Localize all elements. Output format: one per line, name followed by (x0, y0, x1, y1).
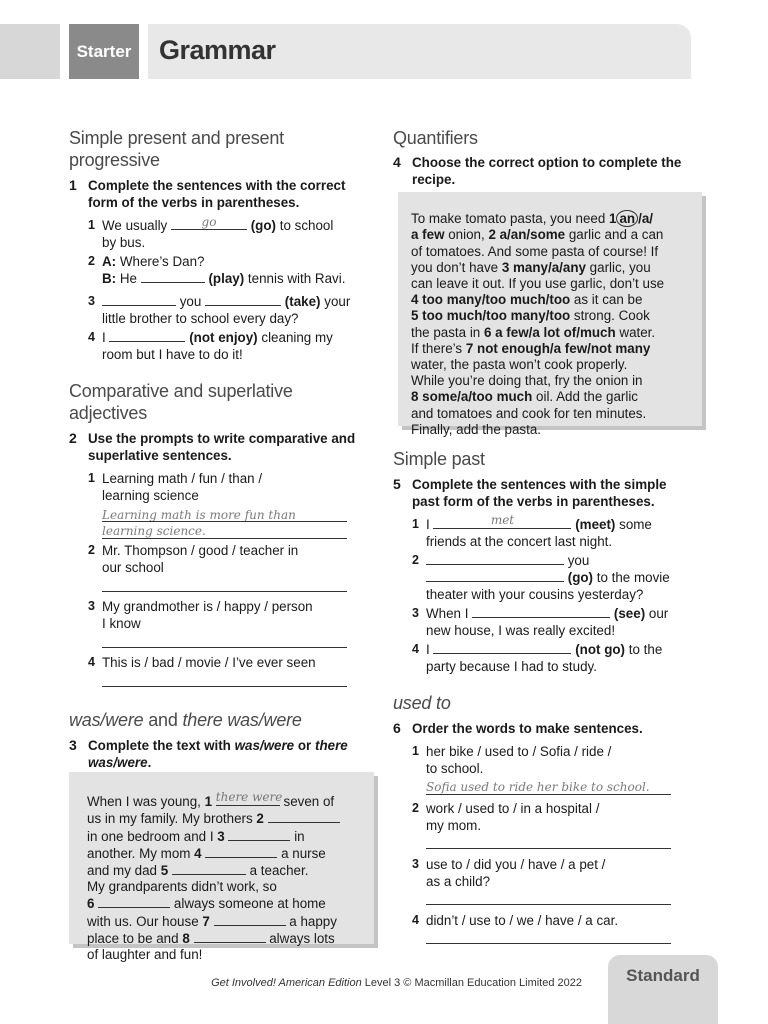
instruction-text: there (314, 738, 348, 753)
answer-blank[interactable] (214, 913, 286, 926)
gap-number: 4 (411, 292, 419, 308)
item-text: I (102, 330, 106, 345)
item-text: her bike / used to / Sofia / ride / (426, 744, 612, 759)
item-number: 2 (412, 553, 419, 567)
box-text: in (290, 828, 305, 844)
handwritten-answer: learning science. (102, 524, 206, 538)
item-text: I (426, 517, 430, 532)
title-line: Simple present and present (69, 128, 284, 148)
section-title-quantifiers: Quantifiers (393, 128, 478, 148)
instruction-line: Use the prompts to write comparative and (88, 431, 356, 446)
verb-prompt: (go) (250, 218, 276, 233)
title-line: progressive (69, 150, 160, 170)
item-text: We usually (102, 218, 168, 233)
option-text[interactable]: not enough/a few/not many (473, 340, 651, 356)
item-text: use to / did you / have / a pet / (426, 857, 606, 872)
item-text: to school. (426, 761, 484, 776)
item-number: 2 (88, 543, 95, 557)
gap-number: 3 (217, 828, 225, 844)
question-number: 1 (69, 177, 77, 193)
verb-prompt: (play) (208, 271, 245, 286)
instruction-line: Choose the correct option to complete the (412, 155, 682, 170)
box-text: My grandparents didn’t work, so (87, 879, 277, 895)
verb-prompt: (see) (613, 606, 646, 621)
item-text: Where’s Dan? (119, 254, 205, 269)
handwritten-answer: go (201, 215, 217, 229)
verb-prompt: (not go) (575, 642, 626, 657)
answer-blank[interactable] (141, 270, 205, 283)
option-text[interactable]: a/an/some (495, 227, 566, 243)
page-title: Grammar (159, 35, 276, 65)
answer-blank[interactable] (172, 862, 246, 875)
item-text: new house, I was really excited! (426, 623, 616, 638)
box-text: garlic and a can (565, 227, 664, 243)
item-number: 3 (88, 599, 95, 613)
instruction-line: Order the words to make sentences. (412, 721, 643, 736)
item-text: theater with your cousins yesterday? (426, 587, 644, 602)
answer-line[interactable] (426, 943, 671, 944)
answer-line[interactable] (102, 538, 347, 539)
question-number: 2 (69, 430, 77, 446)
gap-number: 2 (488, 227, 496, 243)
box-text: of tomatoes. And some pasta of course! If (411, 243, 659, 259)
instruction-line: Complete the sentences with the simple (412, 477, 667, 492)
item-text: our school (102, 560, 164, 575)
copyright-text: Level 3 © Macmillan Education Limited 2022 (361, 977, 582, 989)
instruction-line: past form of the verbs in parentheses. (412, 494, 655, 509)
answer-line[interactable] (102, 647, 347, 648)
answer-blank[interactable] (109, 329, 185, 342)
item-number: 4 (88, 655, 95, 669)
section-title-was-were (69, 709, 302, 731)
box-text: strong. Cook (570, 308, 650, 324)
box-text: can leave it out. If you use garlic, don’t use (411, 276, 665, 292)
instruction-text: . (147, 755, 152, 770)
gap-number: 7 (465, 340, 474, 356)
handwritten-answer: there were (215, 790, 283, 805)
answer-blank[interactable] (433, 513, 571, 529)
answer-line[interactable] (426, 848, 671, 849)
title-part: there was/were (182, 710, 302, 730)
title-part: was/were (69, 710, 144, 730)
item-text: Learning math / fun / than / (102, 471, 263, 486)
item-text: didn’t / use to / we / have / a car. (426, 913, 619, 928)
item-text: you (179, 294, 202, 309)
item-number: 4 (88, 330, 95, 344)
answer-blank[interactable] (426, 569, 564, 582)
item-text: little brother to school every day? (102, 311, 299, 326)
box-text: oil. Add the garlic (532, 389, 638, 405)
item-text: learning science (102, 488, 199, 503)
item-text: to the movie (596, 570, 670, 585)
box-text: While you’re doing that, fry the onion in (411, 373, 643, 389)
answer-blank[interactable] (102, 293, 176, 306)
item-number: 2 (88, 254, 95, 268)
verb-prompt: (go) (567, 570, 594, 585)
item-number: 1 (412, 517, 419, 531)
box-text: always lots (265, 930, 335, 946)
text-box-recipe (398, 192, 702, 437)
answer-blank[interactable] (433, 641, 571, 654)
instruction-text: was/were (234, 738, 295, 753)
box-text: When I was young, (87, 794, 205, 810)
item-text: My grandmother is / happy / person (102, 599, 313, 614)
box-text: onion, (444, 227, 489, 243)
instruction-line: Complete the sentences with the correct (88, 178, 346, 193)
verb-prompt: (not enjoy) (189, 330, 258, 345)
question-number: 5 (393, 476, 401, 492)
item-text: room but I have to do it! (102, 347, 243, 362)
handwritten-answer: Learning math is more fun than (102, 508, 296, 522)
answer-blank[interactable] (205, 293, 281, 306)
answer-blank[interactable] (426, 552, 564, 565)
box-text: a nurse (277, 845, 326, 861)
speaker-label: A: (102, 254, 117, 269)
box-text: with us. Our house (87, 913, 203, 929)
title-line: Comparative and superlative (69, 381, 293, 401)
item-text: work / used to / in a hospital / (426, 801, 600, 816)
gap-number: 4 (194, 845, 202, 861)
item-number: 1 (412, 744, 419, 758)
answer-blank[interactable] (472, 605, 610, 618)
item-number: 4 (412, 913, 419, 927)
box-text: place to be and (87, 930, 183, 946)
question-number: 4 (393, 154, 401, 170)
text-box-was-were (69, 772, 374, 963)
item-text: to the (628, 642, 663, 657)
speaker-label: B: (102, 271, 117, 286)
question-number: 3 (69, 737, 77, 753)
box-text: and tomatoes and cook for ten minutes. (411, 405, 647, 421)
answer-blank[interactable] (228, 828, 290, 841)
instruction-text: was/were (88, 755, 148, 770)
box-text: and my dad (87, 863, 161, 879)
box-text: the pasta in (411, 324, 484, 340)
item-text: some (619, 517, 652, 532)
item-text: to school (279, 218, 334, 233)
item-text: you (567, 553, 590, 568)
option-text[interactable]: too much/too many/too (418, 308, 571, 324)
footer-copyright (0, 977, 582, 989)
option-text[interactable]: a few (411, 227, 445, 243)
option-text[interactable]: some/a/too much (418, 389, 533, 405)
item-text: by bus. (102, 235, 146, 250)
instruction-text: Complete the text with (88, 738, 235, 753)
question-1 (69, 177, 379, 211)
item-text: your (324, 294, 351, 309)
gap-number: 6 (87, 896, 95, 912)
option-text[interactable]: too many/too much/too (418, 292, 571, 308)
box-text: water, the pasta won’t cook properly. (411, 357, 628, 373)
item-text: When I (426, 606, 469, 621)
gap-number: 7 (202, 913, 210, 929)
starter-tab (69, 24, 139, 79)
item-number: 1 (88, 471, 95, 485)
gap-number: 5 (160, 863, 169, 879)
answer-line[interactable] (426, 904, 671, 905)
answer-line[interactable] (102, 521, 347, 522)
box-text: To make tomato pasta, you need (411, 211, 610, 227)
instruction-line: superlative sentences. (88, 448, 232, 463)
item-number: 4 (412, 642, 419, 656)
section-title-simple-present (69, 127, 284, 171)
answer-blank[interactable] (98, 895, 170, 908)
instruction-line: form of the verbs in parentheses. (88, 195, 300, 210)
title-part: and (143, 710, 183, 730)
instruction-text: or (294, 738, 315, 753)
section-title-used-to: used to (393, 693, 451, 713)
item-text: friends at the concert last night. (426, 534, 613, 549)
handwritten-answer: met (490, 513, 515, 527)
answer-line[interactable] (102, 686, 347, 687)
question-number: 6 (393, 720, 401, 736)
item-text: my mom. (426, 818, 482, 833)
box-text: If there’s (411, 340, 466, 356)
starter-label: Starter (76, 41, 132, 61)
section-title-comparative (69, 380, 293, 424)
item-text: cleaning my (261, 330, 333, 345)
header-left-block (0, 24, 60, 79)
verb-prompt: (take) (284, 294, 321, 309)
level-badge: Standard (608, 955, 718, 1024)
item-number: 2 (412, 801, 419, 815)
gap-number: 8 (182, 930, 190, 946)
item-number: 3 (412, 606, 419, 620)
circled-answer: an (616, 210, 638, 227)
box-text: another. My mom (87, 845, 195, 861)
box-text: as it can be (570, 292, 643, 308)
handwritten-answer: Sofia used to ride her bike to school. (426, 780, 650, 794)
option-text[interactable]: /a/ (638, 211, 653, 227)
answer-blank[interactable] (171, 217, 247, 230)
box-text: us in my family. My brothers (87, 811, 257, 827)
box-text: always someone at home (170, 896, 326, 912)
item-text: I know (102, 616, 141, 631)
box-text: in one bedroom and I (87, 828, 218, 844)
item-text: as a child? (426, 874, 491, 889)
item-text: our (648, 606, 669, 621)
title-line: adjectives (69, 403, 148, 423)
item-text: tennis with Ravi. (247, 271, 346, 286)
item-number: 3 (88, 294, 95, 308)
box-text: seven of (279, 794, 335, 810)
box-text: water. (615, 324, 656, 340)
answer-blank[interactable] (268, 810, 340, 823)
instruction-line: recipe. (412, 172, 456, 187)
verb-prompt: (meet) (575, 517, 616, 532)
gap-number: 1 (204, 794, 213, 810)
item-text: He (119, 271, 137, 286)
item-text: This is / bad / movie / I’ve ever seen (102, 655, 316, 670)
box-text: you don’t have (411, 259, 502, 275)
gap-number: 5 (411, 308, 419, 324)
answer-blank[interactable] (205, 845, 277, 858)
item-text: party because I had to study. (426, 659, 597, 674)
item-number: 3 (412, 857, 419, 871)
answer-blank[interactable] (215, 790, 283, 806)
gap-number: 8 (411, 389, 419, 405)
box-text: a happy (285, 913, 337, 929)
box-text: Finally, add the pasta. (411, 421, 542, 437)
item-number: 1 (88, 218, 95, 232)
gap-number: 1 (609, 211, 617, 227)
answer-blank[interactable] (194, 930, 266, 943)
answer-line[interactable] (426, 794, 671, 795)
gap-number: 2 (256, 811, 264, 827)
item-text: I (426, 642, 430, 657)
section-title-simple-past: Simple past (393, 449, 485, 469)
option-text[interactable]: many/a/any (509, 259, 586, 275)
gap-number: 6 (483, 324, 492, 340)
item-text: Mr. Thompson / good / teacher in (102, 543, 299, 558)
book-title: Get Involved! American Edition (211, 977, 362, 989)
box-text: garlic, you (585, 259, 651, 275)
answer-line[interactable] (102, 591, 347, 592)
option-text[interactable]: a few/a lot of/much (491, 324, 616, 340)
box-text: of laughter and fun! (87, 947, 203, 963)
gap-number: 3 (501, 259, 510, 275)
box-text: a teacher. (245, 863, 309, 879)
